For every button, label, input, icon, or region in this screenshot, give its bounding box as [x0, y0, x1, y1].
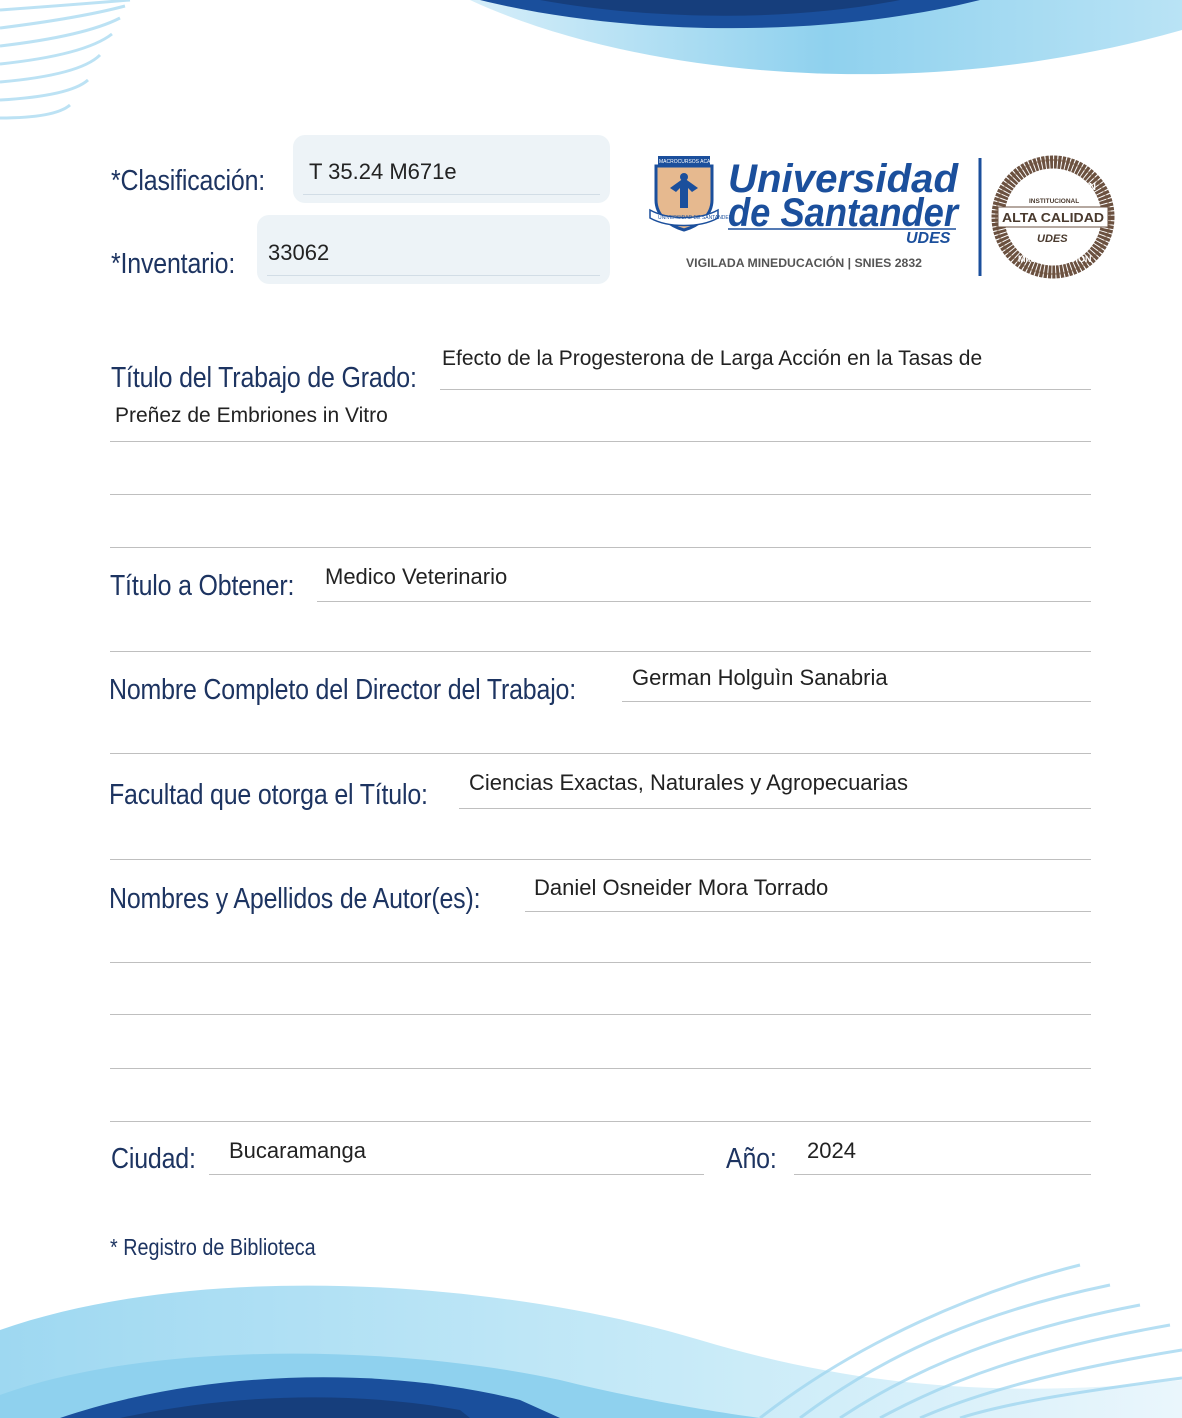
- titulo-obtener-underline-2: [110, 651, 1091, 652]
- titulo-trabajo-line1: Efecto de la Progesterona de Larga Acción en la Tasas de: [442, 347, 983, 370]
- inventario-underline: [267, 275, 600, 276]
- autores-underline-4: [110, 1068, 1091, 1069]
- shield-banner-text: MACROCURSOS ACADÉMICOS: [659, 159, 734, 165]
- ciudad-value: Bucaramanga: [229, 1138, 366, 1163]
- titulo-trabajo-line2: Preñez de Embriones in Vitro: [115, 404, 388, 427]
- clasificacion-underline: [303, 194, 600, 195]
- autores-underline-2: [110, 962, 1091, 963]
- registro-footnote: * Registro de Biblioteca: [110, 1234, 316, 1260]
- autores-label: Nombres y Apellidos de Autor(es):: [109, 883, 481, 915]
- director-value: German Holguìn Sanabria: [632, 665, 888, 690]
- seal-institucional-text: INSTITUCIONAL: [1029, 198, 1080, 205]
- titulo-trabajo-underline-3: [110, 494, 1091, 495]
- director-underline-2: [110, 753, 1091, 754]
- titulo-trabajo-underline-4: [110, 547, 1091, 548]
- facultad-label: Facultad que otorga el Título:: [109, 779, 428, 811]
- clasificacion-value: T 35.24 M671e: [309, 159, 457, 184]
- anio-value: 2024: [807, 1138, 856, 1163]
- autores-value: Daniel Osneider Mora Torrado: [534, 875, 829, 900]
- anio-label: Año:: [726, 1143, 777, 1175]
- inventario-label: *Inventario:: [111, 248, 236, 280]
- titulo-trabajo-label: Título del Trabajo de Grado:: [111, 362, 417, 394]
- facultad-underline-2: [110, 859, 1091, 860]
- autores-underline-3: [110, 1014, 1091, 1015]
- vigilada-tagline: VIGILADA MINEDUCACIÓN | SNIES 2832: [686, 258, 908, 270]
- facultad-value: Ciencias Exactas, Naturales y Agropecuarias: [469, 770, 908, 795]
- ciudad-label: Ciudad:: [111, 1143, 196, 1175]
- director-label: Nombre Completo del Director del Trabajo:: [109, 674, 577, 706]
- titulo-obtener-underline: [317, 601, 1091, 602]
- ciudad-underline: [209, 1174, 704, 1175]
- seal-udes-text: UDES: [1037, 233, 1068, 245]
- inventario-field[interactable]: [257, 215, 610, 284]
- clasificacion-field[interactable]: [293, 135, 610, 203]
- seal-top-text: ACREDITACIÓN: [1020, 182, 1096, 193]
- university-logo: [648, 150, 1118, 280]
- seal-alta-calidad-text: ALTA CALIDAD: [1002, 210, 1104, 225]
- titulo-trabajo-underline-2: [110, 441, 1091, 442]
- clasificacion-label: *Clasificación:: [111, 165, 266, 197]
- autores-underline-5: [110, 1121, 1091, 1122]
- titulo-obtener-label: Título a Obtener:: [110, 570, 295, 602]
- inventario-value: 33062: [268, 240, 330, 265]
- autores-underline: [525, 911, 1091, 912]
- facultad-underline: [459, 808, 1091, 809]
- university-acronym: UDES: [906, 230, 951, 247]
- anio-underline: [794, 1174, 1091, 1175]
- university-name-line1: Universidad: [728, 157, 960, 201]
- titulo-trabajo-underline-1: [440, 389, 1091, 390]
- titulo-obtener-value: Medico Veterinario: [325, 564, 508, 589]
- university-name-line2: de Santander: [728, 191, 961, 235]
- seal-bottom-text: MIN EDUCACIÓN: [1018, 254, 1092, 264]
- director-underline: [622, 701, 1091, 702]
- shield-ribbon-text: UNIVERSIDAD DE SANTANDER: [658, 215, 733, 221]
